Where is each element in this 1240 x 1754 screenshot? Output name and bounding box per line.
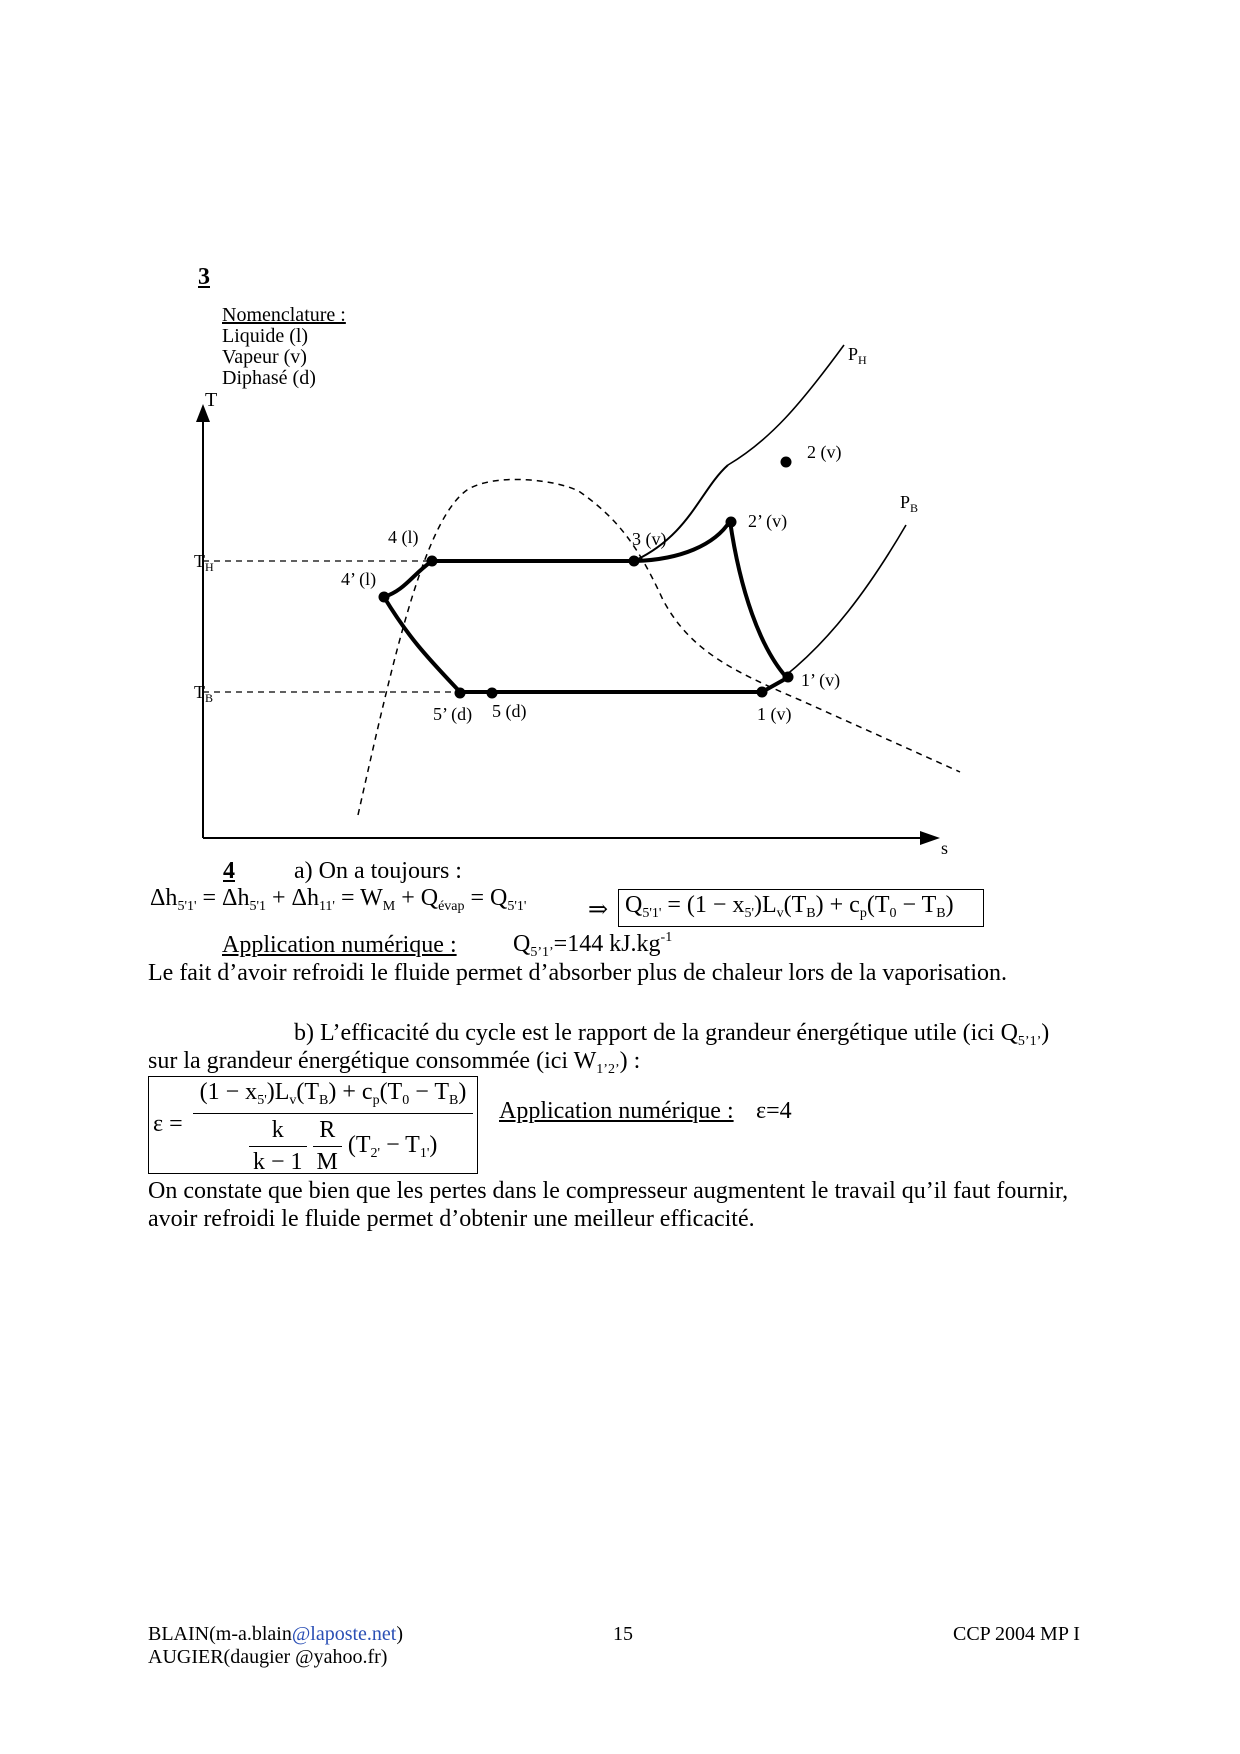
point-2p bbox=[726, 517, 737, 528]
sentence-a: Le fait d’avoir refroidi le fluide permet d’absorber plus de chaleur lors de la vaporisation. bbox=[148, 960, 1008, 986]
nomenclature-item-vapor: Vapeur (v) bbox=[222, 346, 307, 368]
eps-numerator: $(1 - x_{5'})L_v(T_B) + c_p(T_0 - T_B)$ bbox=[199, 1079, 467, 1108]
th-label: $T_H$ bbox=[194, 551, 214, 574]
cycle-4p-4 bbox=[384, 561, 432, 597]
part-b-line2: sur la grandeur énergétique consommée (ici $W_{1’2’}$) : bbox=[148, 1048, 641, 1077]
point-1p bbox=[783, 672, 794, 683]
efficiency-formula-box bbox=[148, 1076, 478, 1174]
section-number-3: 3 bbox=[198, 264, 210, 290]
x-axis-arrow-icon bbox=[920, 831, 940, 845]
part-a-intro: a) On a toujours : bbox=[294, 858, 462, 884]
point-5p bbox=[455, 688, 466, 699]
r-fraction: $\frac{R}{M}$ bbox=[313, 1117, 342, 1176]
label-4: 4 (l) bbox=[388, 527, 419, 547]
point-4 bbox=[427, 556, 438, 567]
y-axis-label: T bbox=[205, 389, 218, 411]
implies-arrow-icon: ⇒ bbox=[588, 897, 609, 923]
page-number: 15 bbox=[613, 1623, 633, 1645]
point-1 bbox=[757, 687, 768, 698]
email-link[interactable]: @laposte.net bbox=[291, 1623, 397, 1645]
label-1: 1 (v) bbox=[757, 704, 792, 724]
eps-fraction-bar bbox=[193, 1113, 473, 1114]
temperature-difference: $(T_{2'} - T_{1'})$ bbox=[347, 1131, 438, 1161]
nomenclature-item-liquid: Liquide (l) bbox=[222, 325, 309, 347]
conclusion-line2: avoir refroidi le fluide permet d’obtenir une meilleur efficacité. bbox=[148, 1206, 755, 1232]
footer-author2: AUGIER(daugier @yahoo.fr) bbox=[148, 1646, 388, 1668]
label-2p: 2’ (v) bbox=[748, 511, 788, 531]
part-b-line1: b) L’efficacité du cycle est le rapport de la grandeur énergétique utile (ici $Q_{5’1’}$) bbox=[294, 1020, 1050, 1049]
app-num-value-b: ε=4 bbox=[756, 1098, 792, 1124]
label-3: 3 (v) bbox=[632, 529, 667, 549]
eps-lhs: ε = bbox=[153, 1111, 183, 1137]
point-3 bbox=[629, 556, 640, 567]
k-fraction: $\frac{k}{k - 1}$ bbox=[249, 1117, 307, 1176]
cycle-5p-4p bbox=[384, 597, 460, 692]
point-5 bbox=[487, 688, 498, 699]
point-4p bbox=[379, 592, 390, 603]
label-1p: 1’ (v) bbox=[801, 670, 841, 690]
nomenclature-title: Nomenclature : bbox=[222, 304, 346, 326]
label-5p: 5’ (d) bbox=[433, 704, 473, 724]
app-num-label-a: Application numérique : bbox=[222, 932, 457, 958]
nomenclature-item-diphase: Diphasé (d) bbox=[222, 367, 316, 389]
footer-author1: BLAIN(m-a.blain@laposte.net) bbox=[148, 1623, 404, 1645]
label-5: 5 (d) bbox=[492, 701, 527, 721]
app-num-value-a: $Q_{5’1’}=144$ $kJ.kg^{-1}$ bbox=[513, 930, 673, 960]
footer-exam: CCP 2004 MP I bbox=[953, 1623, 1080, 1645]
point-2 bbox=[781, 457, 792, 468]
label-4p: 4’ (l) bbox=[341, 569, 377, 589]
cycle-2p-1p bbox=[730, 521, 787, 678]
tb-label: $T_B$ bbox=[194, 682, 214, 705]
label-2: 2 (v) bbox=[807, 442, 842, 462]
pb-label: $P_B$ bbox=[900, 492, 919, 515]
ph-label: $P_H$ bbox=[848, 344, 867, 367]
boxed-q-formula: $Q_{5'1'} = (1 - x_{5'})L_v(T_B) + c_p(T_0 - T_B)$ bbox=[618, 889, 984, 927]
isobar-pb bbox=[785, 525, 906, 676]
eps-denominator bbox=[249, 1117, 437, 1176]
conclusion-line1: On constate que bien que les pertes dans le compresseur augmentent le travail qu’il faut fournir, bbox=[148, 1178, 1069, 1204]
x-axis-label: s bbox=[941, 838, 949, 858]
app-num-label-b: Application numérique : bbox=[499, 1098, 734, 1124]
section-number-4: 4 bbox=[223, 858, 235, 884]
energy-balance-equation: $\Delta h_{5'1'} = \Delta h_{5'1} + \Delta h_{11'} = W_M + Q_{évap} = Q_{5'1'}$ bbox=[150, 885, 527, 914]
